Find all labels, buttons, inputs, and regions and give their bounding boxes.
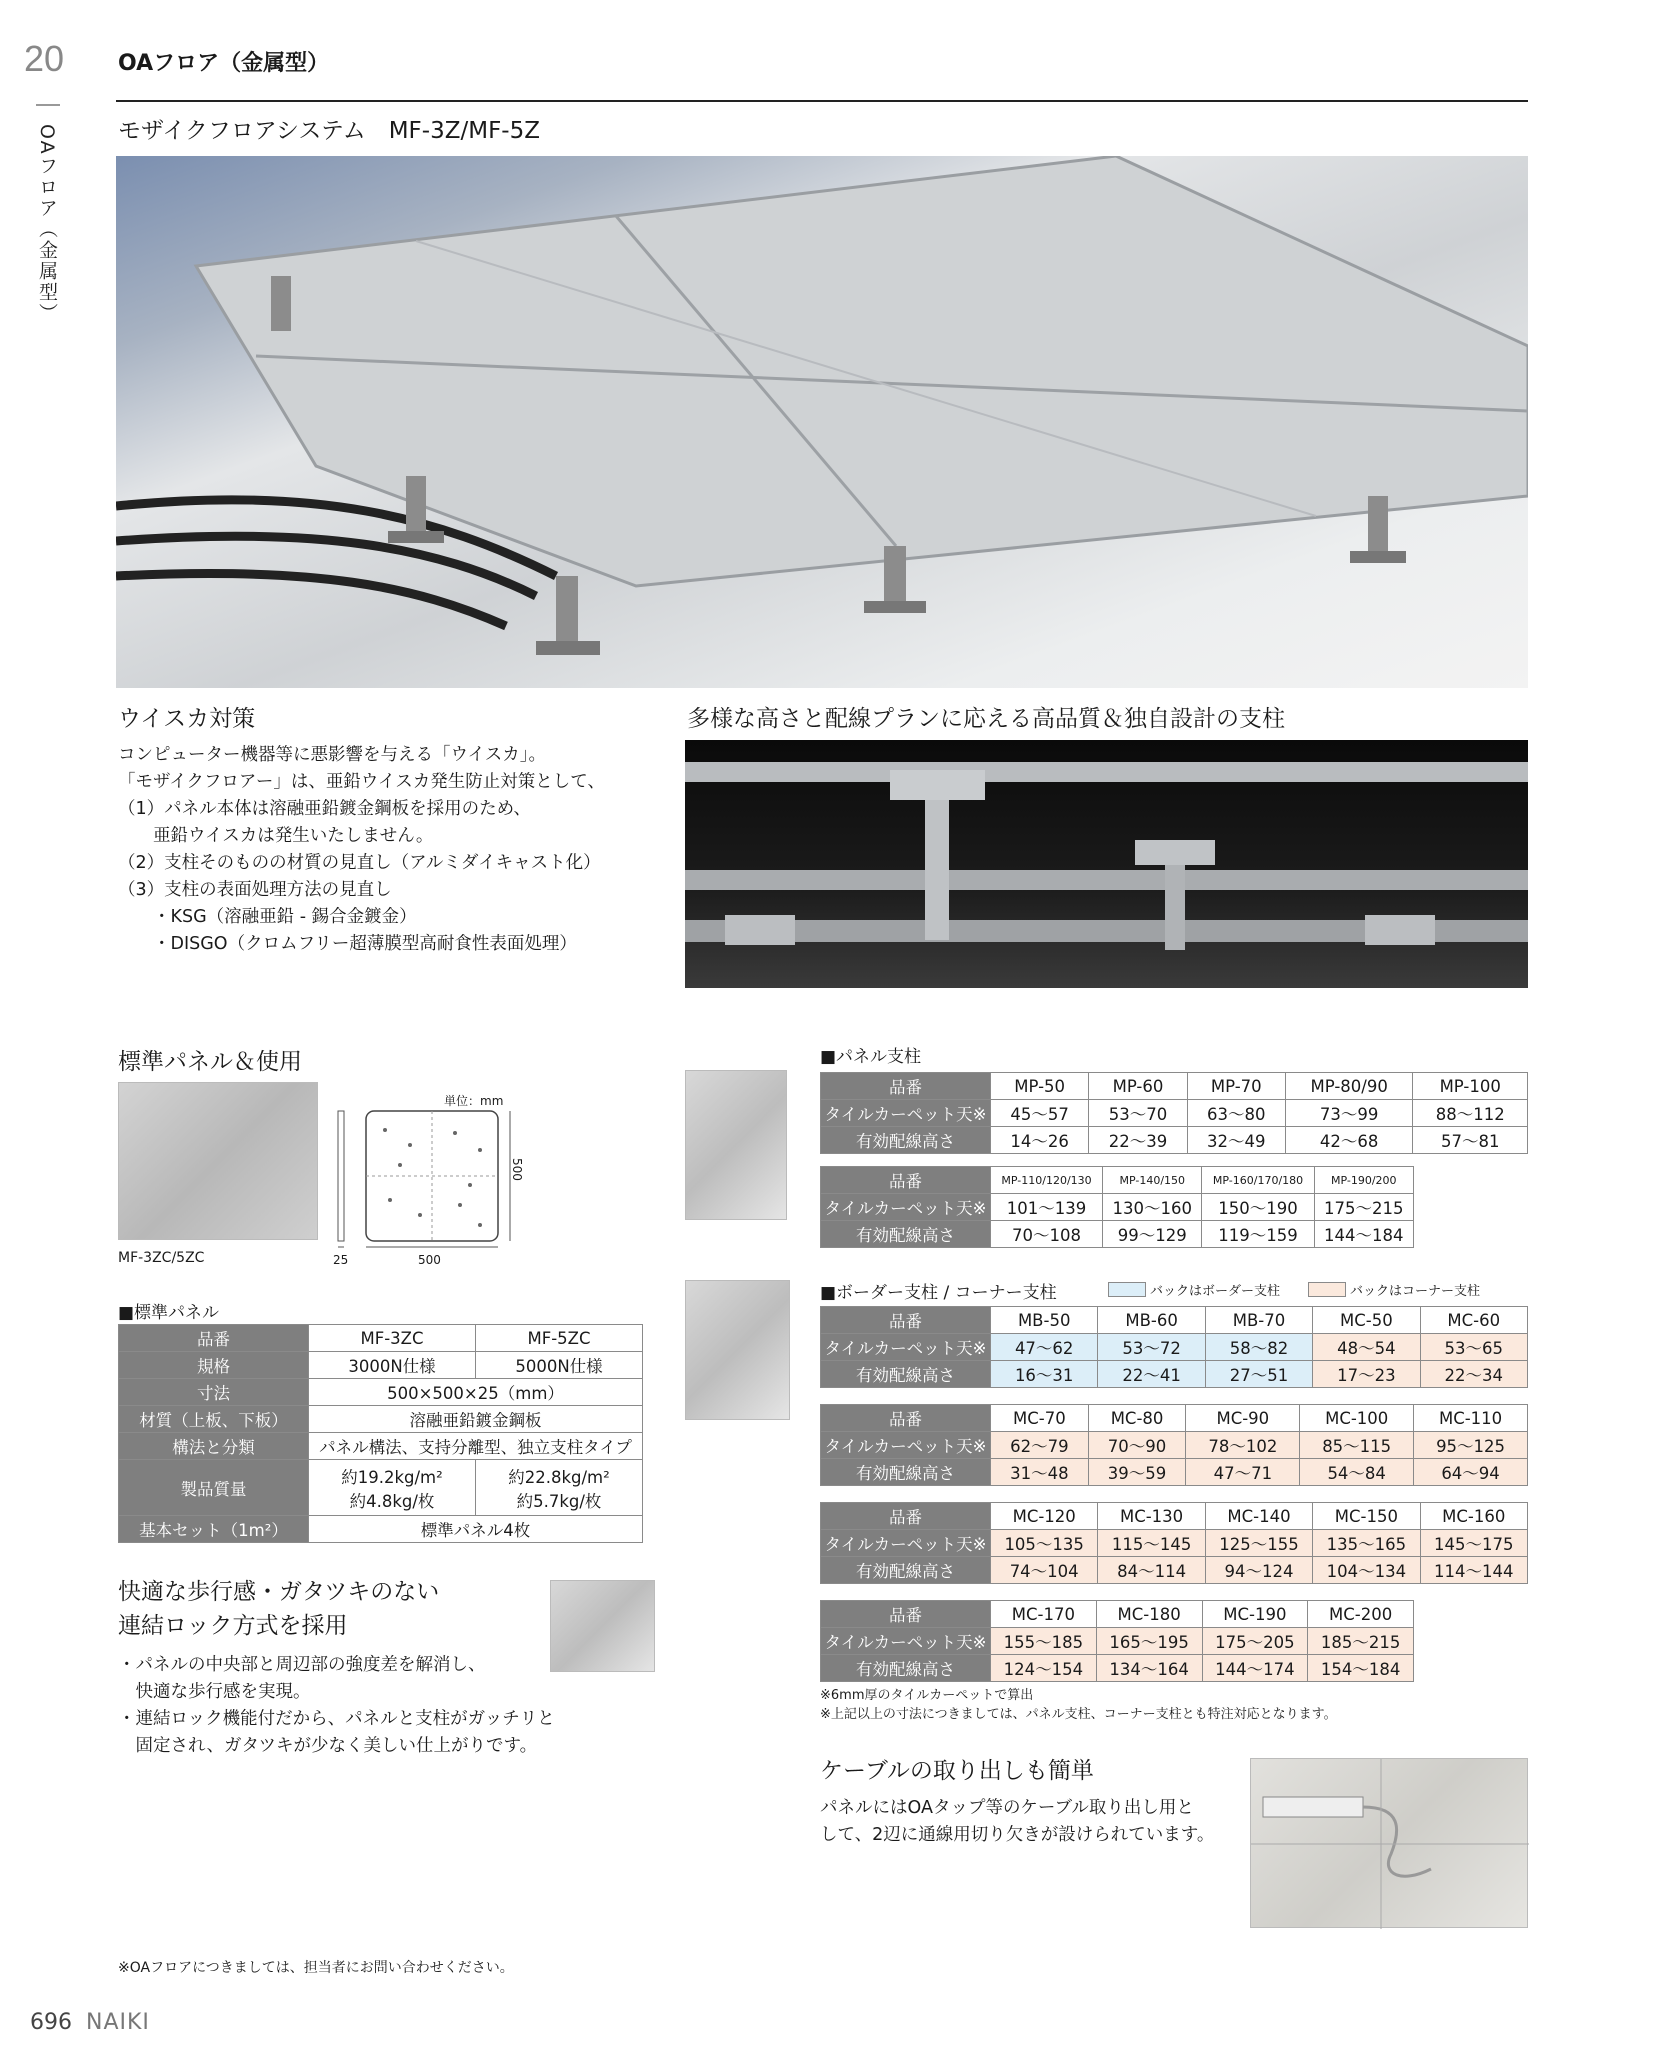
hero-floor-photo xyxy=(116,156,1528,688)
whisker-line: （2）支柱そのものの材質の見直し（アルミダイキャスト化） xyxy=(118,853,601,873)
cell: 3000N仕様 xyxy=(309,1352,476,1379)
cell: 42～68 xyxy=(1285,1127,1412,1154)
cell: 62～79 xyxy=(991,1432,1089,1459)
row-label: 有効配線高さ xyxy=(821,1459,991,1486)
lock-line: ・連結ロック機能付だから、パネルと支柱がガッチリと xyxy=(118,1709,555,1729)
cell: 27～51 xyxy=(1205,1361,1312,1388)
cell: MP-190/200 xyxy=(1314,1167,1413,1194)
cell: 31～48 xyxy=(991,1459,1089,1486)
cell: 124～154 xyxy=(991,1655,1097,1682)
panel-posts-table-2 xyxy=(820,1166,1414,1248)
lock-text xyxy=(118,1652,555,1760)
cell: 標準パネル4枚 xyxy=(309,1516,643,1543)
cell: MB-50 xyxy=(991,1307,1098,1334)
cell: MC-110 xyxy=(1414,1405,1528,1432)
cell: 14～26 xyxy=(991,1127,1089,1154)
row-label: タイルカーペット天※ xyxy=(821,1530,991,1557)
cell: 47～71 xyxy=(1186,1459,1300,1486)
whisker-line: （1）パネル本体は溶融亜鉛鍍金鋼板を採用のため、 xyxy=(118,799,531,819)
chapter-number: 20 xyxy=(24,38,65,79)
cell: 105～135 xyxy=(991,1530,1098,1557)
cell: 154～184 xyxy=(1308,1655,1414,1682)
cell: MP-110/120/130 xyxy=(991,1167,1103,1194)
cell: MP-60 xyxy=(1089,1073,1187,1100)
row-label: タイルカーペット天※ xyxy=(821,1194,991,1221)
cell: 39～59 xyxy=(1088,1459,1186,1486)
cell: 95～125 xyxy=(1414,1432,1528,1459)
row-label: 有効配線高さ xyxy=(821,1361,991,1388)
cell: 165～195 xyxy=(1096,1628,1202,1655)
pedestal-heading: 多様な高さと配線プランに応える高品質＆独自設計の支柱 xyxy=(687,706,1285,732)
cell: 115～145 xyxy=(1098,1530,1205,1557)
cell: 155～185 xyxy=(991,1628,1097,1655)
cell: 145～175 xyxy=(1420,1530,1527,1557)
cell: MC-200 xyxy=(1308,1601,1414,1628)
row-label: 品番 xyxy=(821,1601,991,1628)
cell: 57～81 xyxy=(1413,1127,1528,1154)
cell: 130～160 xyxy=(1103,1194,1202,1221)
std-table-title: ■標準パネル xyxy=(118,1303,220,1323)
panel-post-photo xyxy=(685,1070,787,1220)
cell: 70～108 xyxy=(991,1221,1103,1248)
panel-posts-title: ■パネル支柱 xyxy=(820,1047,922,1067)
row-label: 寸法 xyxy=(119,1379,309,1406)
cell: MB-70 xyxy=(1205,1307,1312,1334)
cell: MP-100 xyxy=(1413,1073,1528,1100)
cell: 47～62 xyxy=(991,1334,1098,1361)
cell: 53～70 xyxy=(1089,1100,1187,1127)
cell: MP-80/90 xyxy=(1285,1073,1412,1100)
cell: MC-160 xyxy=(1420,1503,1527,1530)
brand-name: NAIKI xyxy=(86,2010,150,2035)
cell xyxy=(476,1460,643,1516)
cell: MP-160/170/180 xyxy=(1202,1167,1314,1194)
cell: MC-180 xyxy=(1096,1601,1202,1628)
border-posts-title: ■ボーダー支柱 / コーナー支柱 xyxy=(820,1283,1057,1303)
std-panel-table xyxy=(118,1324,643,1543)
cell: 84～114 xyxy=(1098,1557,1205,1584)
cell: MC-120 xyxy=(991,1503,1098,1530)
row-label: 品番 xyxy=(821,1167,991,1194)
cell: 70～90 xyxy=(1088,1432,1186,1459)
footer-note: ※OAフロアにつきましては、担当者にお問い合わせください。 xyxy=(118,1960,514,1976)
cell: 45～57 xyxy=(991,1100,1089,1127)
row-label: タイルカーペット天※ xyxy=(821,1100,991,1127)
row-label: タイルカーペット天※ xyxy=(821,1334,991,1361)
lock-heading-line: 連結ロック方式を採用 xyxy=(118,1613,348,1639)
mass-per-m2: 約22.8kg/m² xyxy=(508,1467,610,1487)
row-label: 有効配線高さ xyxy=(821,1557,991,1584)
page-number-value: 696 xyxy=(30,2010,72,2035)
whisker-line: ・DISGO（クロムフリー超薄膜型高耐食性表面処理） xyxy=(118,934,577,954)
whisker-line: 亜鉛ウイスカは発生いたしません。 xyxy=(118,826,434,846)
page-number xyxy=(30,2010,150,2035)
cell: 73～99 xyxy=(1285,1100,1412,1127)
cable-line: して、2辺に通線用切り欠きが設けられています。 xyxy=(820,1825,1215,1845)
cell xyxy=(309,1460,476,1516)
cable-line: パネルにはOAタップ等のケーブル取り出し用と xyxy=(820,1798,1194,1818)
cell: 144～174 xyxy=(1202,1655,1308,1682)
cable-illustration xyxy=(1251,1759,1529,1929)
pedestal-photo xyxy=(685,740,1528,988)
lock-heading xyxy=(118,1575,439,1643)
panel-dimension-drawing xyxy=(330,1105,530,1265)
cell: MF-5ZC xyxy=(476,1325,643,1352)
category-title: OAフロア（金属型） xyxy=(118,51,330,76)
cell: MB-60 xyxy=(1098,1307,1205,1334)
cable-text xyxy=(820,1795,1214,1849)
mass-per-panel: 約4.8kg/枚 xyxy=(349,1491,435,1511)
lock-line: 固定され、ガタツキが少なく美しい仕上がりです。 xyxy=(118,1736,538,1756)
dim-500-vertical: 500 xyxy=(510,1158,524,1181)
row-label: 品番 xyxy=(119,1325,309,1352)
whisker-line: コンピューター機器等に悪影響を与える「ウイスカ」。 xyxy=(118,745,547,765)
cell: 64～94 xyxy=(1414,1459,1528,1486)
cell: MP-70 xyxy=(1187,1073,1285,1100)
mass-per-panel: 約5.7kg/枚 xyxy=(516,1491,602,1511)
cable-heading: ケーブルの取り出しも簡単 xyxy=(820,1758,1094,1784)
border-post-photo xyxy=(685,1280,790,1420)
cell: 175～215 xyxy=(1314,1194,1413,1221)
cell: MC-190 xyxy=(1202,1601,1308,1628)
cell: 101～139 xyxy=(991,1194,1103,1221)
row-label: 材質（上板、下板） xyxy=(119,1406,309,1433)
row-label: 製品質量 xyxy=(119,1460,309,1516)
lock-photo xyxy=(550,1580,655,1672)
cell: 144～184 xyxy=(1314,1221,1413,1248)
page-title: モザイクフロアシステム MF-3Z/MF-5Z xyxy=(118,118,540,144)
row-label: 有効配線高さ xyxy=(821,1655,991,1682)
whisker-line: 「モザイクフロアー」は、亜鉛ウイスカ発生防止対策として、 xyxy=(118,772,605,792)
cell: 22～39 xyxy=(1089,1127,1187,1154)
cell: 99～129 xyxy=(1103,1221,1202,1248)
pedestal-illustration xyxy=(685,740,1528,988)
cell: MC-140 xyxy=(1205,1503,1312,1530)
cell: 500×500×25（mm） xyxy=(309,1379,643,1406)
std-panel-heading: 標準パネル＆使用 xyxy=(118,1049,302,1075)
row-label: 規格 xyxy=(119,1352,309,1379)
dim-500-horizontal: 500 xyxy=(418,1253,441,1267)
chapter-divider xyxy=(36,104,60,106)
cell: MC-170 xyxy=(991,1601,1097,1628)
note-line: ※6mm厚のタイルカーペットで算出 xyxy=(820,1688,1034,1703)
cell: 32～49 xyxy=(1187,1127,1285,1154)
lock-line: 快適な歩行感を実現。 xyxy=(118,1682,311,1702)
row-label: 品番 xyxy=(821,1073,991,1100)
mass-per-m2: 約19.2kg/m² xyxy=(341,1467,443,1487)
cell: 22～41 xyxy=(1098,1361,1205,1388)
cell: 53～65 xyxy=(1420,1334,1527,1361)
row-label: 有効配線高さ xyxy=(821,1221,991,1248)
cell: 119～159 xyxy=(1202,1221,1314,1248)
cell: 54～84 xyxy=(1300,1459,1414,1486)
cell: 94～124 xyxy=(1205,1557,1312,1584)
cell: 134～164 xyxy=(1096,1655,1202,1682)
whisker-text xyxy=(118,742,605,958)
cell: 5000N仕様 xyxy=(476,1352,643,1379)
cell: MC-130 xyxy=(1098,1503,1205,1530)
cell: 114～144 xyxy=(1420,1557,1527,1584)
cell: 22～34 xyxy=(1420,1361,1527,1388)
cell: 85～115 xyxy=(1300,1432,1414,1459)
unit-label: 単位：mm xyxy=(444,1094,504,1108)
border-notes xyxy=(820,1686,1337,1724)
cell: MC-70 xyxy=(991,1405,1089,1432)
cell: 74～104 xyxy=(991,1557,1098,1584)
cell: 78～102 xyxy=(1186,1432,1300,1459)
cell: MC-80 xyxy=(1088,1405,1186,1432)
cable-photo xyxy=(1250,1758,1528,1928)
dim-25: 25 xyxy=(333,1253,349,1267)
cell: 185～215 xyxy=(1308,1628,1414,1655)
legend-pink-label: バックはコーナー支柱 xyxy=(1350,1284,1481,1299)
cell: 135～165 xyxy=(1313,1530,1420,1557)
legend-blue-label: バックはボーダー支柱 xyxy=(1150,1284,1281,1299)
cell: 53～72 xyxy=(1098,1334,1205,1361)
panel-posts-table-1 xyxy=(820,1072,1528,1154)
cell: MC-150 xyxy=(1313,1503,1420,1530)
cell: 63～80 xyxy=(1187,1100,1285,1127)
std-panel-photo xyxy=(118,1082,318,1240)
cell: 17～23 xyxy=(1313,1361,1420,1388)
row-label: 品番 xyxy=(821,1503,991,1530)
whisker-line: ・KSG（溶融亜鉛 - 錫合金鍍金） xyxy=(118,907,417,927)
row-label: 品番 xyxy=(821,1307,991,1334)
row-label: タイルカーペット天※ xyxy=(821,1628,991,1655)
cell: MC-50 xyxy=(1313,1307,1420,1334)
cell: MF-3ZC xyxy=(309,1325,476,1352)
cell: MC-90 xyxy=(1186,1405,1300,1432)
cell: MC-60 xyxy=(1420,1307,1527,1334)
border-posts-table-3 xyxy=(820,1502,1528,1584)
cell: 58～82 xyxy=(1205,1334,1312,1361)
cell: 104～134 xyxy=(1313,1557,1420,1584)
cell: 88～112 xyxy=(1413,1100,1528,1127)
row-label: 構法と分類 xyxy=(119,1433,309,1460)
cell: 125～155 xyxy=(1205,1530,1312,1557)
cell: MC-100 xyxy=(1300,1405,1414,1432)
cell: パネル構法、支持分離型、独立支柱タイプ xyxy=(309,1433,643,1460)
lock-line: ・パネルの中央部と周辺部の強度差を解消し、 xyxy=(118,1655,486,1675)
cell: MP-140/150 xyxy=(1103,1167,1202,1194)
header-rule xyxy=(116,100,1528,102)
row-label: 品番 xyxy=(821,1405,991,1432)
cell: 48～54 xyxy=(1313,1334,1420,1361)
legend-pink-swatch xyxy=(1308,1282,1346,1297)
legend-blue-swatch xyxy=(1108,1282,1146,1297)
side-label: OAフロア（金属型） xyxy=(36,124,58,324)
lock-heading-line: 快適な歩行感・ガタツキのない xyxy=(118,1579,440,1605)
whisker-line: （3）支柱の表面処理方法の見直し xyxy=(118,880,392,900)
whisker-heading: ウイスカ対策 xyxy=(118,706,256,732)
cell: 16～31 xyxy=(991,1361,1098,1388)
note-line: ※上記以上の寸法につきましては、パネル支柱、コーナー支柱とも特注対応となります。 xyxy=(820,1707,1337,1722)
floor-illustration xyxy=(116,156,1528,688)
border-posts-table-1 xyxy=(820,1306,1528,1388)
border-posts-table-2 xyxy=(820,1404,1528,1486)
cell: 150～190 xyxy=(1202,1194,1314,1221)
row-label: 基本セット（1m²） xyxy=(119,1516,309,1543)
std-panel-caption: MF-3ZC/5ZC xyxy=(118,1250,205,1266)
cell: 溶融亜鉛鍍金鋼板 xyxy=(309,1406,643,1433)
cell: MP-50 xyxy=(991,1073,1089,1100)
row-label: タイルカーペット天※ xyxy=(821,1432,991,1459)
row-label: 有効配線高さ xyxy=(821,1127,991,1154)
cell: 175～205 xyxy=(1202,1628,1308,1655)
border-posts-table-4 xyxy=(820,1600,1414,1682)
